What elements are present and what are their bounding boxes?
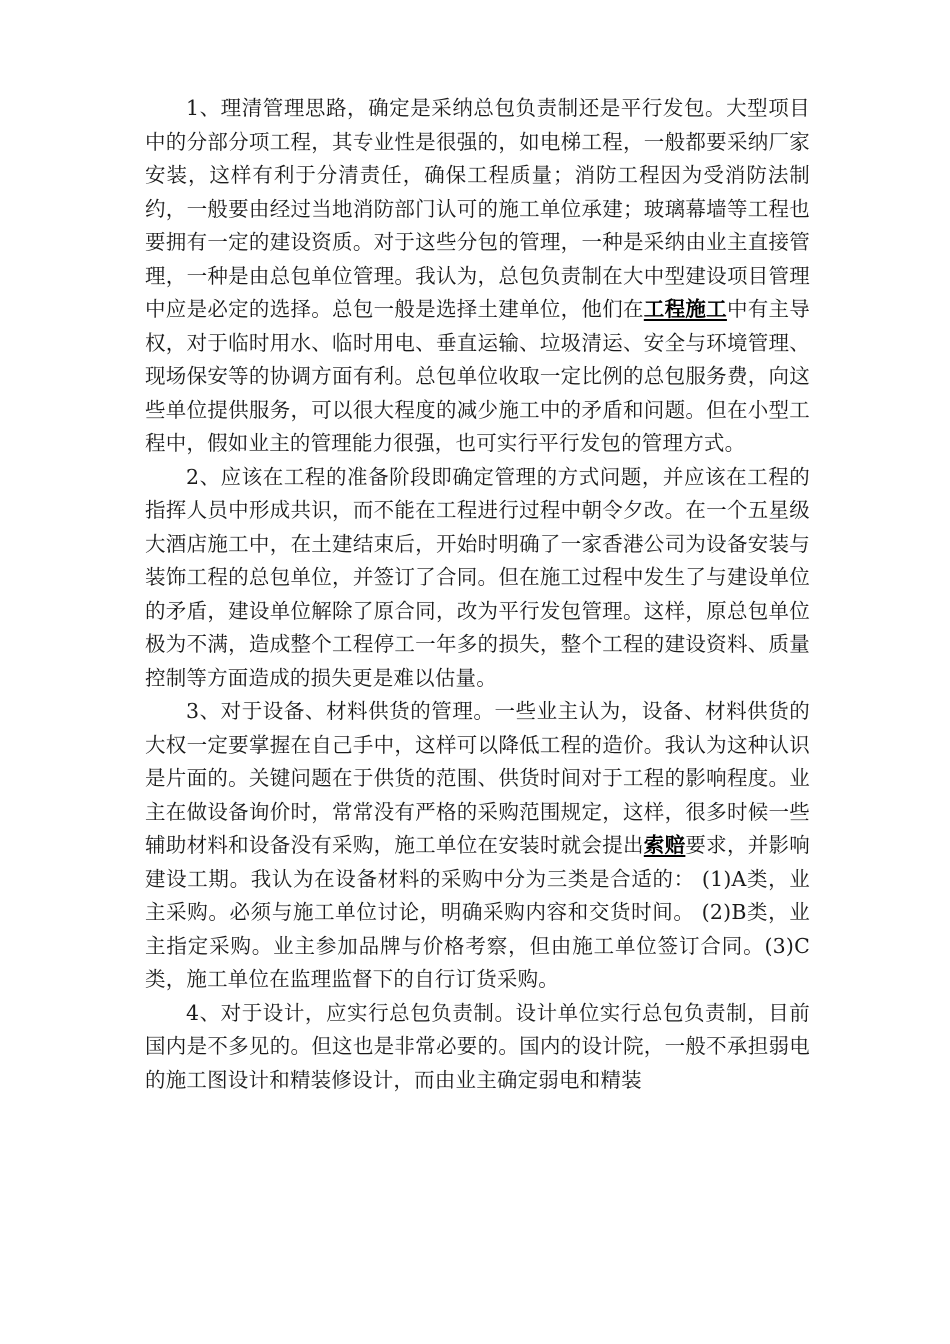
link-claim[interactable]: 索赔 xyxy=(643,833,686,857)
paragraph-1-text-after-link: 中有主导权，对于临时用水、临时用电、垂直运输、垃圾清运、安全与环境管理、现场保安等的协调方面有利。总包单位收取一定比例的总包服务费，向这些单位提供服务，可以很大程度的减少施工中的矛盾和问题。但在小型工程中，假如业主的管理能力很强，也可实行平行发包的管理方式。 xyxy=(145,297,810,455)
paragraph-3-text-before-link: 3、对于设备、材料供货的管理。一些业主认为，设备、材料供货的大权一定要掌握在自己手中，这样可以降低工程的造价。我认为这种认识是片面的。关键问题在于供货的范围、供货时间对于工程的影响程度。业主在做设备询价时，常常没有严格的采购范围规定，这样，很多时候一些辅助材料和设备没有采购，施工单位在安装时就会提出 xyxy=(145,699,810,857)
paragraph-3-text-after-link: 要求，并影响建设工期。我认为在设备材料的采购中分为三类是合适的： (1)A类，业主采购。必须与施工单位讨论，明确采购内容和交货时间。 (2)B类，业主指定采购。业主参加品牌与价格考察，但由施工单位签订合同。(3)C类，施工单位在监理监督下的自行订货采购。 xyxy=(145,833,810,991)
paragraph-1-text-before-link: 1、理清管理思路，确定是采纳总包负责制还是平行发包。大型项目中的分部分项工程，其专业性是很强的，如电梯工程，一般都要采纳厂家安装，这样有利于分清责任，确保工程质量；消防工程因为受消防法制约，一般要由经过当地消防部门认可的施工单位承建；玻璃幕墙等工程也要拥有一定的建设资质。对于这些分包的管理，一种是采纳由业主直接管理，一种是由总包单位管理。我认为，总包负责制在大中型建设项目管理中应是必定的选择。总包一般是选择土建单位，他们在 xyxy=(145,96,810,321)
paragraph-4: 4、对于设计，应实行总包负责制。设计单位实行总包负责制，目前国内是不多见的。但这也是非常必要的。国内的设计院，一般不承担弱电的施工图设计和精装修设计，而由业主确定弱电和精装 xyxy=(145,1000,810,1092)
link-engineering-construction[interactable]: 工程施工 xyxy=(643,297,727,321)
paragraph-1 xyxy=(145,92,810,461)
paragraph-2: 2、应该在工程的准备阶段即确定管理的方式问题，并应该在工程的指挥人员中形成共识，而不能在工程进行过程中朝令夕改。在一个五星级大酒店施工中，在土建结束后，开始时明确了一家香港公司为设备安装与装饰工程的总包单位，并签订了合同。但在施工过程中发生了与建设单位的矛盾，建设单位解除了原合同，改为平行发包管理。这样，原总包单位极为不满，造成整个工程停工一年多的损失，整个工程的建设资料、质量控制等方面造成的损失更是难以估量。 xyxy=(145,464,810,690)
paragraph-3 xyxy=(145,695,810,997)
